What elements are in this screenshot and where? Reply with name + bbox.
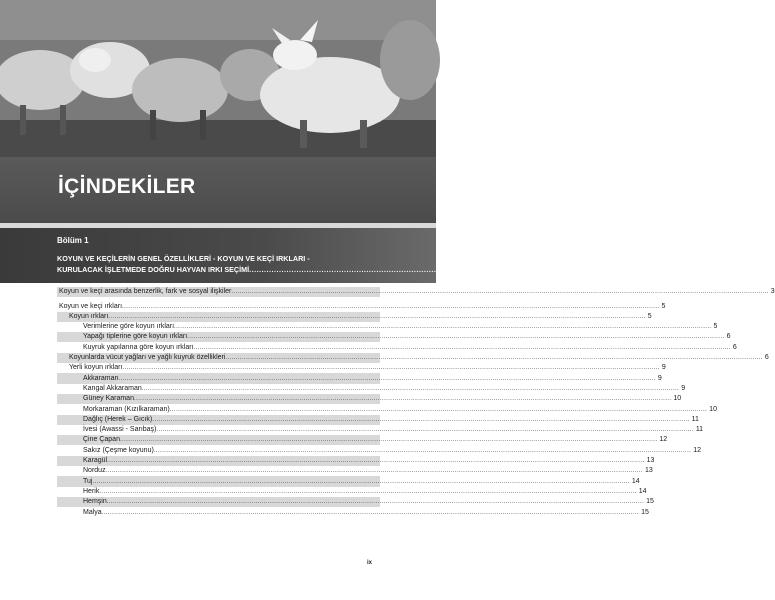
toc-leader-dots: ....................................................................................................................................................................................................................................................................	[107, 458, 645, 465]
toc-leader-dots: ....................................................................................................................................................................................................................................................................	[187, 334, 725, 341]
sheep-goat-photo	[0, 0, 436, 157]
toc-entry-title: Tuj	[83, 477, 93, 485]
toc-entry-title: İvesi (Awassi - Sarıbaş)	[83, 426, 157, 434]
toc-entry[interactable]	[57, 332, 731, 342]
toc-leader-dots: ....................................................................................................................................................................................................................................................................	[106, 499, 645, 506]
toc-entry[interactable]	[57, 435, 668, 445]
page-title: İÇİNDEKİLER	[58, 175, 196, 198]
toc-entry[interactable]	[57, 373, 662, 383]
chapter-label: Bölüm 1	[57, 236, 89, 245]
toc-entry[interactable]	[57, 476, 640, 486]
toc-page-number: 11	[691, 415, 699, 423]
toc-entry[interactable]	[57, 301, 666, 311]
toc-entry-title: Akkaraman	[83, 374, 119, 382]
table-of-contents	[57, 287, 775, 518]
toc-entry-title: Güney Karaman	[83, 395, 134, 403]
toc-page-number: 10	[709, 405, 717, 413]
toc-entry[interactable]	[57, 445, 702, 455]
toc-page-number: 9	[657, 374, 662, 382]
toc-entry-title: Kangal Akkaraman	[83, 384, 142, 392]
toc-page-number: 9	[661, 364, 666, 372]
toc-page-number: 12	[659, 436, 668, 444]
toc-entry[interactable]	[57, 497, 654, 507]
toc-entry-title: Karagül	[83, 457, 108, 465]
toc-page-number: 5	[647, 312, 652, 320]
toc-leader-dots: ....................................................................................................................................................................................................................................................................	[119, 437, 658, 444]
toc-page-number: 15	[646, 498, 654, 506]
toc-leader-dots: ....................................................................................................................................................................................................................................................................	[193, 344, 731, 351]
toc-entry-title: Yapağı tiplerine göre koyun ırkları	[83, 333, 188, 341]
title-band	[0, 157, 436, 223]
toc-entry-title: Koyun ve keçi ırkları	[59, 302, 123, 310]
toc-leader-dots: ....................................................................................................................................................................................................................................................................	[108, 313, 646, 320]
toc-page-number: 5	[713, 323, 718, 331]
toc-leader-dots: ....................................................................................................................................................................................................................................................................	[133, 396, 672, 403]
toc-page-number: 6	[732, 343, 737, 351]
toc-entry[interactable]	[57, 466, 653, 476]
toc-page-number: 13	[646, 457, 655, 465]
toc-leader-dots: ....................................................................................................................................................................................................................................................................	[152, 416, 690, 423]
chapter-title-line2	[57, 265, 505, 274]
toc-leader-dots: ....................................................................................................................................................................................................................................................................	[225, 355, 763, 362]
toc-leader-dots: ....................................................................................................................................................................................................................................................................	[231, 289, 769, 296]
toc-entry-title: Dağlıç (Herek – Gıcık)	[83, 415, 153, 423]
chapter-leader-dots: ....................................................................................................	[249, 265, 499, 274]
toc-entry-title: Herik	[83, 487, 100, 495]
toc-entry[interactable]	[57, 384, 686, 394]
toc-entry[interactable]	[57, 312, 652, 322]
toc-entry-title: Sakız (Çeşme koyunu)	[83, 446, 154, 454]
chapter-heading	[0, 228, 505, 283]
toc-leader-dots: ....................................................................................................................................................................................................................................................................	[141, 385, 680, 392]
toc-page-number: 14	[638, 487, 647, 495]
toc-page-number: 15	[641, 508, 649, 516]
page-folio: ix	[367, 560, 373, 566]
toc-entry-title: Kuyruk yapılarına göre koyun ırkları	[83, 343, 194, 351]
toc-entry[interactable]	[57, 507, 649, 517]
toc-leader-dots: ....................................................................................................................................................................................................................................................................	[101, 509, 640, 516]
toc-entry-title: Hemşin	[83, 498, 107, 506]
toc-page-number: 6	[764, 354, 769, 362]
toc-entry[interactable]	[57, 394, 682, 404]
toc-page-number: 13	[645, 467, 653, 475]
toc-entry-title: Malya	[83, 508, 102, 516]
toc-entry[interactable]	[57, 322, 718, 332]
toc-entry[interactable]	[57, 487, 647, 497]
toc-leader-dots: ....................................................................................................................................................................................................................................................................	[92, 478, 630, 485]
toc-entry-title: Yerli koyun ırkları	[69, 364, 123, 372]
toc-leader-dots: ....................................................................................................................................................................................................................................................................	[122, 365, 660, 372]
toc-page-number: 14	[631, 477, 640, 485]
chapter-title-line2-text: KURULACAK İŞLETMEDE DOĞRU HAYVAN IRKI SEÇİMİ	[57, 265, 250, 274]
toc-entry[interactable]	[57, 404, 717, 414]
toc-entry-title: Koyunlarda vücut yağları ve yağlı kuyruk özellikleri	[69, 354, 226, 362]
toc-leader-dots: ....................................................................................................................................................................................................................................................................	[105, 468, 643, 475]
toc-entry-title: Koyun ırkları	[69, 312, 109, 320]
toc-leader-dots: ....................................................................................................................................................................................................................................................................	[99, 488, 637, 495]
toc-entry[interactable]	[57, 353, 769, 363]
toc-leader-dots: ....................................................................................................................................................................................................................................................................	[118, 375, 656, 382]
toc-leader-dots: ....................................................................................................................................................................................................................................................................	[174, 324, 712, 331]
toc-page-number: 5	[661, 302, 666, 310]
toc-entry[interactable]	[57, 342, 737, 352]
toc-page-number: 9	[681, 384, 686, 392]
toc-leader-dots: ....................................................................................................................................................................................................................................................................	[153, 447, 692, 454]
toc-entry[interactable]	[57, 456, 655, 466]
toc-page-number: 10	[673, 395, 682, 403]
toc-leader-dots: ....................................................................................................................................................................................................................................................................	[169, 406, 708, 413]
toc-entry-title: Koyun ve keçi arasında benzerlik, fark ve sosyal ilişkiler	[59, 288, 232, 296]
toc-page-number: 6	[726, 333, 731, 341]
toc-entry-title: Morkaraman (Kızılkaraman)	[83, 405, 170, 413]
toc-leader-dots: ....................................................................................................................................................................................................................................................................	[122, 303, 660, 310]
toc-page-number: 3	[770, 288, 775, 296]
header-photo	[0, 0, 436, 157]
toc-entry-title: Verimlerine göre koyun ırkları	[83, 323, 175, 331]
toc-entry-title: Norduz	[83, 467, 106, 475]
toc-entry-title: Çine Çapan	[83, 436, 120, 444]
chapter-page-number: 1	[500, 265, 505, 274]
toc-leader-dots: ....................................................................................................................................................................................................................................................................	[156, 427, 694, 434]
toc-entry[interactable]	[57, 415, 699, 425]
toc-entry[interactable]	[57, 287, 775, 297]
toc-page-number: 12	[693, 446, 702, 454]
toc-page-number: 11	[695, 426, 704, 434]
toc-entry[interactable]	[57, 363, 666, 373]
toc-entry[interactable]	[57, 425, 704, 435]
chapter-title-line1: KOYUN VE KEÇİLERİN GENEL ÖZELLİKLERİ - KOYUN VE KEÇİ IRKLARI -	[57, 254, 310, 263]
